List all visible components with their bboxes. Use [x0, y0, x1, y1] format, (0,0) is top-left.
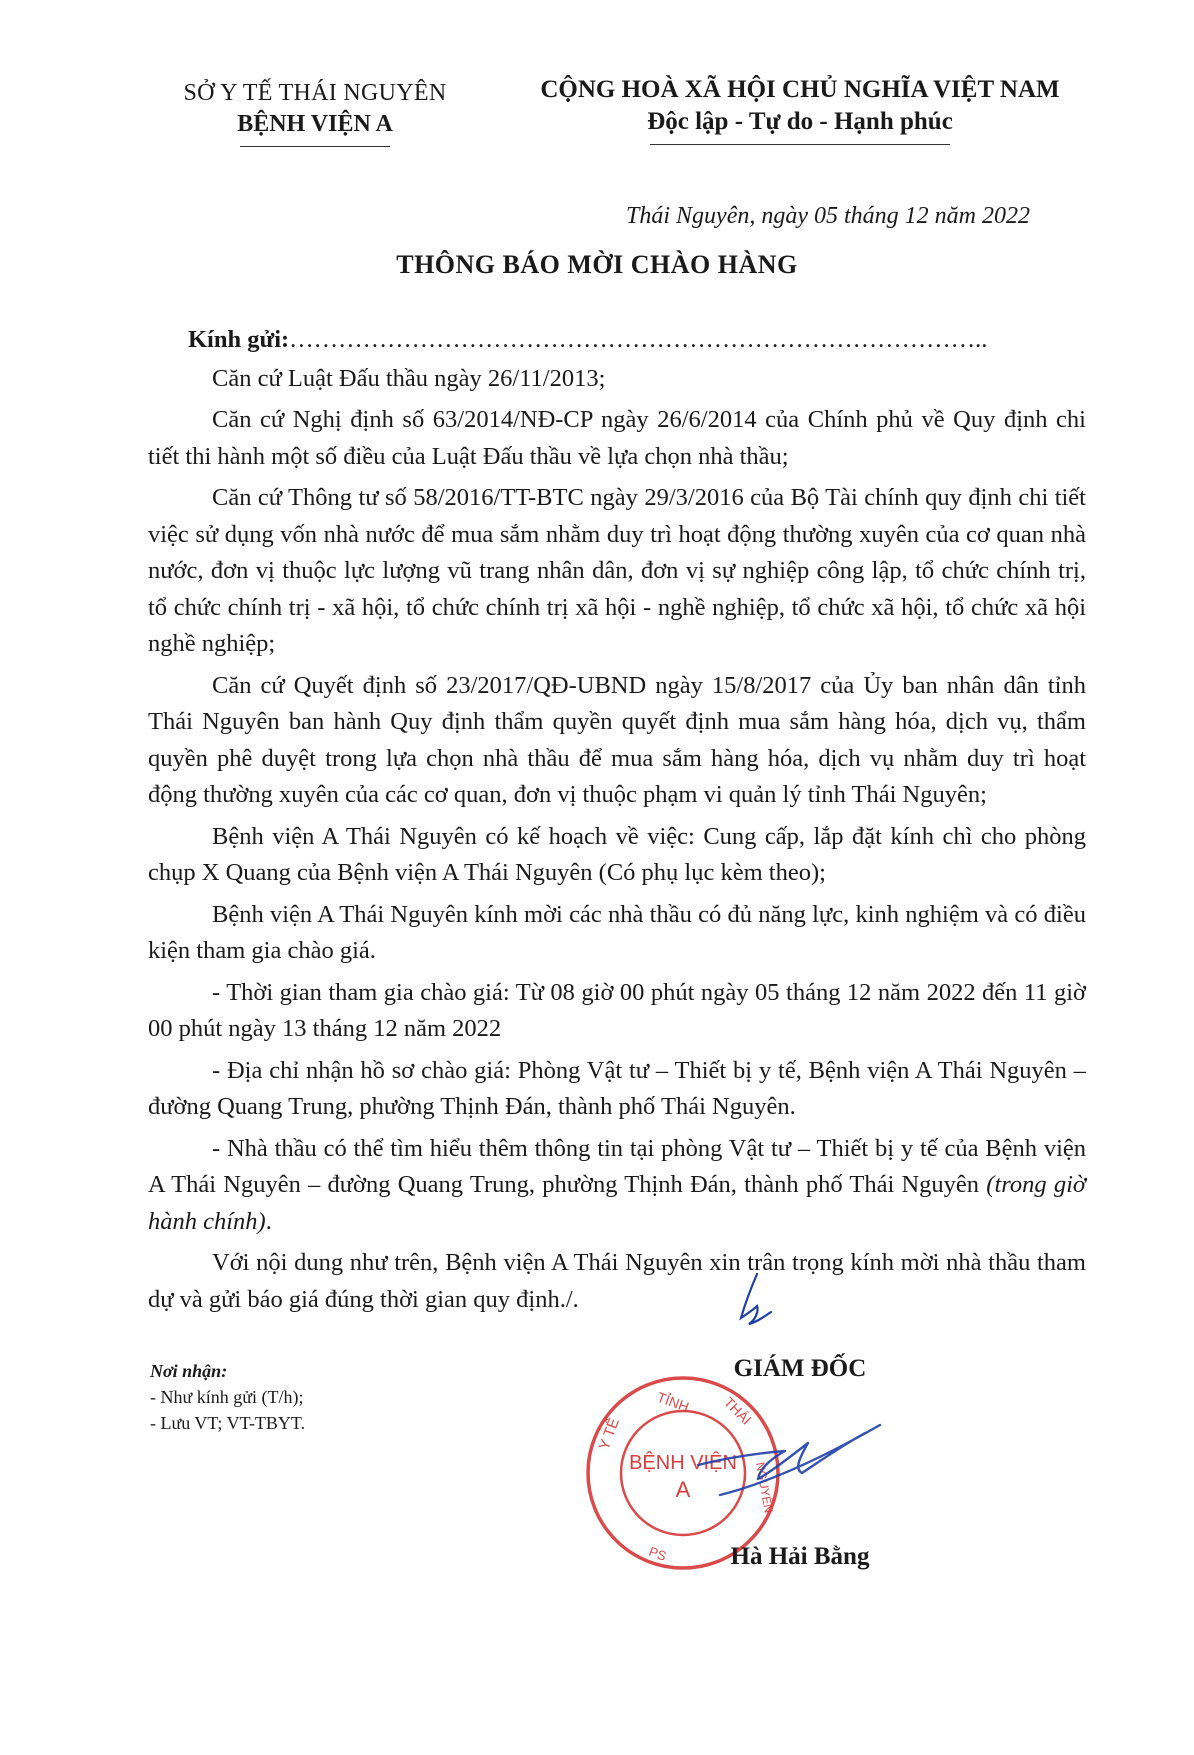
svg-text:Y TẾ: Y TẾ [595, 1415, 623, 1453]
national-title: CỘNG HOÀ XÃ HỘI CHỦ NGHĨA VIỆT NAM [540, 76, 1060, 103]
svg-text:BỆNH VIỆN: BỆNH VIỆN [629, 1452, 737, 1474]
paragraph-closing: Với nội dung như trên, Bệnh viện A Thái Nguyên xin trân trọng kính mời nhà thầu tham dự và gửi báo giá đúng thời gian quy định./. [148, 1249, 1086, 1313]
director-signature [690, 1395, 890, 1525]
agency-header [150, 80, 480, 147]
paragraph-legal-basis-4: Căn cứ Quyết định số 23/2017/QĐ-UBND ngày 15/8/2017 của Ủy ban nhân dân tỉnh Thái Nguyên ban hành Quy định thẩm quyền quyết định mua sắm hàng hóa, dịch vụ, thẩm quyền phê duyệt trong lựa chọn nhà thầu để mua sắm hàng hóa, dịch vụ nhằm duy trì hoạt động thường xuyên của các cơ quan, đơn vị thuộc phạm vi quản lý tỉnh Thái Nguyên; [148, 671, 1086, 808]
info-end: . [265, 1207, 272, 1235]
svg-text:NGUYÊN: NGUYÊN [753, 1461, 776, 1515]
paragraph-invitation: Bệnh viện A Thái Nguyên kính mời các nhà thầu có đủ năng lực, kinh nghiệm và có điều kiện tham gia chào giá. [148, 900, 1086, 964]
parent-agency: SỞ Y TẾ THÁI NGUYÊN [183, 80, 447, 106]
signer-name: Hà Hải Bằng [730, 1543, 870, 1570]
national-motto: Độc lập - Tự do - Hạnh phúc [647, 108, 953, 135]
info-text: - Nhà thầu có thể tìm hiểu thêm thông tin tại phòng Vật tư – Thiết bị y tế của Bệnh viện A Thái Nguyên – đường Quang Trung, phường Thịnh Đán, thành phố Thái Nguyên [148, 1134, 1086, 1198]
initial-mark [735, 1270, 775, 1330]
recipient-label: Kính gửi: [188, 326, 290, 353]
receiver-item: - Như kính gửi (T/h); [150, 1387, 304, 1407]
svg-text:THÁI: THÁI [720, 1393, 755, 1428]
paragraph-legal-basis-3: Căn cứ Thông tư số 58/2016/TT-BTC ngày 29/3/2016 của Bộ Tài chính quy định chi tiết việc sử dụng vốn nhà nước để mua sắm nhằm duy trì hoạt động thường xuyên của cơ quan nhà nước, đơn vị thuộc lực lượng vũ trang nhân dân, đơn vị sự nghiệp công lập, tổ chức chính trị, tổ chức chính trị - xã hội, tổ chức chính trị xã hội - nghề nghiệp, tổ chức xã hội, tổ chức xã hội nghề nghiệp; [148, 484, 1086, 657]
receivers-title: Nơi nhận: [150, 1361, 228, 1381]
recipient-line [148, 322, 1086, 359]
document-title: THÔNG BÁO MỜI CHÀO HÀNG [396, 250, 798, 279]
svg-text:TỈNH: TỈNH [654, 1388, 692, 1415]
svg-text:PS: PS [646, 1543, 669, 1564]
header-underline [240, 146, 390, 147]
paragraph-info [148, 1131, 1086, 1241]
hospital-name: BỆNH VIỆN A [237, 111, 393, 137]
paragraph-legal-basis-1: Căn cứ Luật Đấu thầu ngày 26/11/2013; [212, 364, 606, 392]
svg-text:A: A [675, 1477, 691, 1502]
date-line: Thái Nguyên, ngày 05 tháng 12 năm 2022 [626, 203, 1030, 229]
motto-underline [650, 144, 950, 145]
receiver-item: - Lưu VT; VT-TBYT. [150, 1413, 306, 1433]
paragraph-time: - Thời gian tham gia chào giá: Từ 08 giờ 00 phút ngày 05 tháng 12 năm 2022 đến 11 giờ 00 phút ngày 13 tháng 12 năm 2022 [148, 978, 1086, 1042]
receivers-block [150, 1358, 550, 1436]
paragraph-legal-basis-2: Căn cứ Nghị định số 63/2014/NĐ-CP ngày 26/6/2014 của Chính phủ về Quy định chi tiết thi hành một số điều của Luật Đấu thầu về lựa chọn nhà thầu; [148, 406, 1086, 470]
national-header [500, 76, 1100, 145]
info-italic: (trong giờ hành chính) [148, 1171, 1086, 1235]
document-body [148, 322, 1086, 1318]
paragraph-address: - Địa chỉ nhận hồ sơ chào giá: Phòng Vật tư – Thiết bị y tế, Bệnh viện A Thái Nguyên – đường Quang Trung, phường Thịnh Đán, thành phố Thái Nguyên. [148, 1056, 1086, 1120]
recipient-dots: ………………………………………………………………………….. [289, 326, 988, 353]
paragraph-plan: Bệnh viện A Thái Nguyên có kế hoạch về việc: Cung cấp, lắp đặt kính chì cho phòng chụp X Quang của Bệnh viện A Thái Nguyên (Có phụ lục kèm theo); [148, 822, 1086, 886]
signer-title: GIÁM ĐỐC [733, 1355, 867, 1382]
